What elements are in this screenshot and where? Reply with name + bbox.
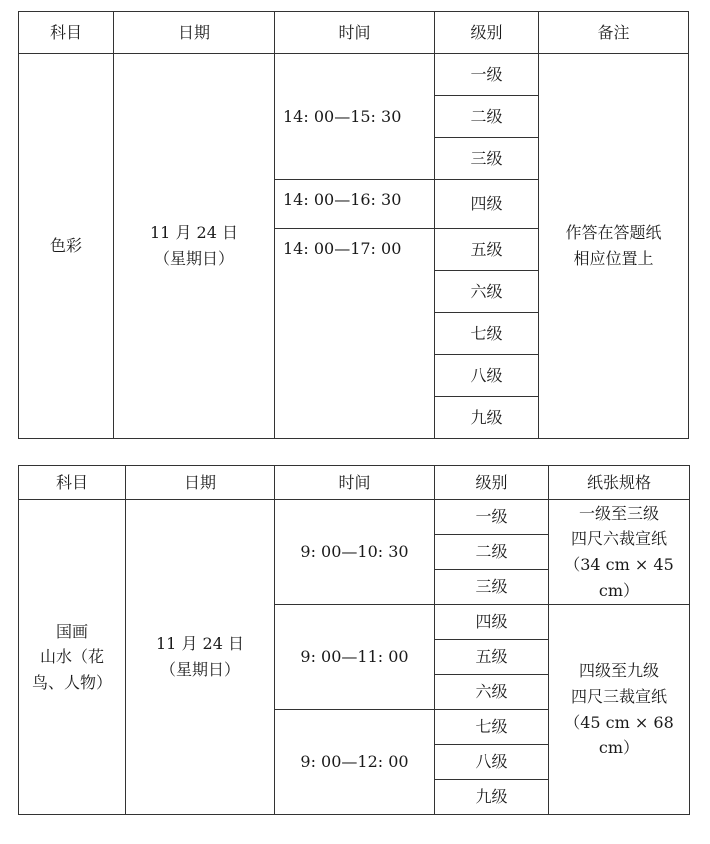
level-cell: 二级 <box>435 535 549 570</box>
subject-text: 山水（花 <box>39 647 104 667</box>
date-text: 11 月 24 日 <box>156 634 244 654</box>
level-cell: 四级 <box>435 605 549 640</box>
table-header-row <box>19 466 690 500</box>
subject-cell: 色彩 <box>19 54 114 439</box>
level-cell: 六级 <box>435 675 549 710</box>
time-cell: 9: 00—12: 00 <box>275 710 435 815</box>
level-cell: 三级 <box>435 570 549 605</box>
level-cell: 四级 <box>435 180 539 229</box>
time-cell: 14: 00—17: 00 <box>275 229 435 439</box>
exam-schedule-table-color <box>18 11 689 439</box>
level-cell: 八级 <box>435 355 539 397</box>
paper-type-text: 四尺六裁宣纸 <box>570 529 667 549</box>
level-cell: 五级 <box>435 640 549 675</box>
paper-spec-cell <box>549 500 690 605</box>
table-header-row <box>19 12 689 54</box>
header-time: 时间 <box>275 466 435 500</box>
subject-text: 国画 <box>55 621 88 641</box>
table-row <box>19 54 689 96</box>
header-date: 日期 <box>126 466 275 500</box>
subject-cell <box>19 500 126 815</box>
header-paper-spec: 纸张规格 <box>549 466 690 500</box>
date-text: 11 月 24 日 <box>150 223 238 243</box>
level-cell: 八级 <box>435 745 549 780</box>
paper-range-text: 一级至三级 <box>578 503 659 523</box>
date-cell <box>114 54 275 439</box>
date-cell <box>126 500 275 815</box>
paper-type-text: 四尺三裁宣纸 <box>570 686 667 706</box>
level-cell: 六级 <box>435 271 539 313</box>
paper-spec-cell <box>549 605 690 815</box>
weekday-text: （星期日） <box>159 660 240 679</box>
header-subject: 科目 <box>19 466 126 500</box>
paper-range-text: 四级至九级 <box>578 661 659 681</box>
level-cell: 七级 <box>435 710 549 745</box>
weekday-text: （星期日） <box>153 249 234 268</box>
level-cell: 七级 <box>435 313 539 355</box>
note-cell <box>539 54 689 439</box>
note-text: 作答在答题纸 <box>565 223 662 243</box>
header-date: 日期 <box>114 12 275 54</box>
note-text: 相应位置上 <box>573 249 654 268</box>
level-cell: 九级 <box>435 397 539 439</box>
paper-size-text: （34 cm × 45 cm） <box>564 555 674 600</box>
subject-text: 鸟、人物） <box>31 672 112 692</box>
paper-size-text: （45 cm × 68 cm） <box>564 712 674 758</box>
header-time: 时间 <box>275 12 435 54</box>
time-cell: 9: 00—10: 30 <box>275 500 435 605</box>
exam-schedule-table-painting <box>18 465 690 815</box>
table-row <box>19 500 690 535</box>
time-cell: 9: 00—11: 00 <box>275 605 435 710</box>
level-cell: 一级 <box>435 500 549 535</box>
time-cell: 14: 00—16: 30 <box>275 180 435 229</box>
header-subject: 科目 <box>19 12 114 54</box>
time-cell: 14: 00—15: 30 <box>275 54 435 180</box>
level-cell: 五级 <box>435 229 539 271</box>
header-level: 级别 <box>435 12 539 54</box>
level-cell: 二级 <box>435 96 539 138</box>
header-note: 备注 <box>539 12 689 54</box>
level-cell: 九级 <box>435 780 549 815</box>
level-cell: 一级 <box>435 54 539 96</box>
level-cell: 三级 <box>435 138 539 180</box>
header-level: 级别 <box>435 466 549 500</box>
